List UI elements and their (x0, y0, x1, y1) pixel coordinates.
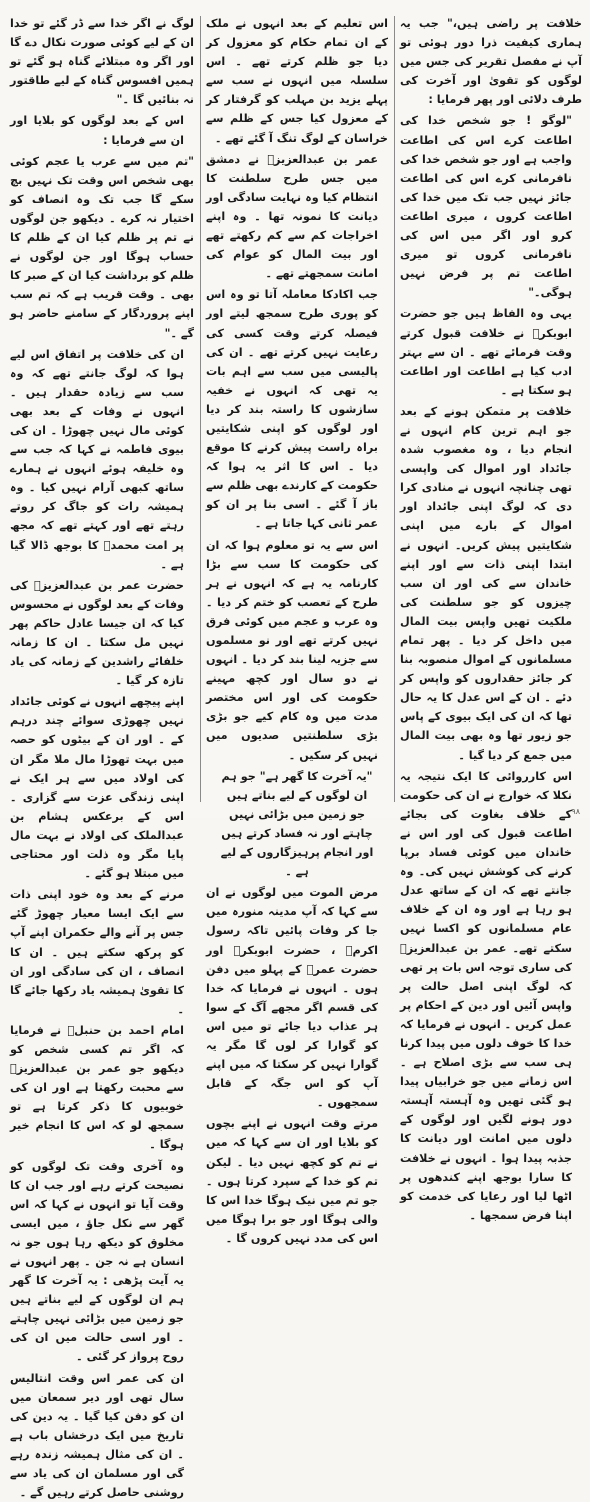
paragraph: وہ آخری وقت تک لوگوں کو نصیحت کرتے رہے اور جب ان کا وقت آیا تو انہوں نے کہا کہ اس گھر سے نکل جاؤ ، میں ایسی مخلوق کو دیکھ رہا ہوں جو نہ انسان ہے نہ جن ۔ پھر انہوں نے یہ آیت پڑھی : یہ آخرت کا گھر ہم ان لوگوں کے لیے بناتے ہیں جو زمین میں بڑائی نہیں چاہتے ۔ اور اسی حالت میں ان کی روح پرواز کر گئی ۔ (10, 1159, 184, 1364)
paragraph: اپنے پیچھے انہوں نے کوئی جائداد نہیں چھوڑی سوائے چند درہم کے ۔ اور ان کے بیٹوں کو حصہ میں بہت تھوڑا مال ملا مگر ان کی اولاد میں سے ہر ایک نے اپنی زندگی عزت سے گزاری ۔ اس کے برعکس ہشام بن عبدالملک کی اولاد نے بہت مال پایا مگر وہ ذلت اور محتاجی میں مبتلا ہو گئے ۔ (10, 695, 184, 881)
paragraph: اس سے یہ تو معلوم ہوا کہ ان کی حکومت کا سب سے بڑا کارنامہ یہ ہے کہ انہوں نے ہر طرح کے تعصب کو ختم کر دیا ۔ وہ عرب و عجم میں کوئی فرق نہیں کرتے تھے اور نو مسلموں سے جزیہ لینا بند کر دیا ۔ انہوں نے دو سال اور کچھ مہینے حکومت کی اور اس مختصر مدت میں وہ کام کیے جو بڑی بڑی سلطنتیں صدیوں میں نہیں کر سکیں ۔ (206, 538, 378, 762)
paragraph: اس کے بعد لوگوں کو بلایا اور ان سے فرمایا : (10, 114, 184, 147)
paragraph: مرض الموت میں لوگوں نے ان سے کہا کہ آپ مدینہ منورہ میں جا کر وفات پائیں تاکہ رسول اکرمؐ ، حضرت ابوبکرؓ اور حضرت عمرؓ کے پہلو میں دفن ہوں ۔ انہوں نے فرمایا کہ خدا کی قسم اگر مجھے آگ کے سوا ہر عذاب دیا جائے تو میں اس کو گوارا کر لوں گا مگر یہ گوارا نہیں کر سکتا کہ میں اپنے آپ کو اس جگہ کے قابل سمجھوں ۔ (206, 886, 378, 1110)
paragraph: یہی وہ الفاظ ہیں جو حضرت ابوبکرؓ نے خلافت قبول کرتے وقت فرمائے تھے ۔ ان سے بہتر ادب کیا ہے اطاعت اور اطاعت ہو سکتا ہے ۔ (400, 307, 572, 397)
paragraph: اس تعلیم کے بعد انہوں نے ملک کے ان تمام حکام کو معزول کر دیا جو ظلم کرتے تھے ۔ اس سلسلہ میں انہوں نے سب سے پہلے یزید بن مہلب کو گرفتار کر کے معزول کیا جس کے ظلم سے خراسان کے لوگ تنگ آ گئے تھے ۔ (206, 17, 388, 145)
paragraph: ان کی عمر اس وقت انتالیس سال تھی اور دیر سمعان میں ان کو دفن کیا گیا ۔ یہ دین کی تاریخ میں ایک درخشاں باب ہے ۔ ان کی مثال ہمیشہ زندہ رہے گی اور مسلمان ان کی یاد سے روشنی حاصل کرتے رہیں گے ۔ (10, 1371, 184, 1500)
paragraph: حضرت عمر بن عبدالعزیزؒ کی وفات کے بعد لوگوں نے محسوس کیا کہ ان جیسا عادل حاکم پھر نہیں مل سکتا ۔ ان کا زمانہ خلفائے راشدین کے زمانہ کی یاد تازہ کر گیا ۔ (10, 578, 184, 688)
paragraph: خلافت پر راضی ہیں،" جب یہ ہماری کیفیت ذرا دور ہوئی تو آپ نے مفصل تقریر کی جس میں لوگوں کو تقویٰ اور آخرت کی طرف دلائی اور پھر فرمایا : (400, 17, 582, 107)
column-divider (394, 16, 395, 802)
quoted-paragraph: "لوگو ! جو شخص خدا کی اطاعت کرے اس کی اطاعت واجب ہے اور جو شخص خدا کی نافرمانی کرے اس کی اطاعت جائز نہیں جب تک میں خدا کی اطاعت کروں ، میری اطاعت کرو اور اگر میں اس کی نافرمانی کروں تو میری اطاعت تم پر فرض نہیں ہوگی۔" (400, 114, 572, 300)
paragraph: اس کارروائی کا ایک نتیجہ یہ نکلا کہ خوارج نے ان کی حکومت کے خلاف بغاوت کی بجائے اطاعت قبول کی اور اس نے خاندان میں کوئی فساد برپا کرنے کی کوشش نہیں کی۔ وہ جانتے تھے کہ ان کے ساتھ عدل ہو رہا ہے اور وہ ان کے خلاف عام مسلمانوں کو اکسا نہیں سکتے تھے۔ عمر بن عبدالعزیزؒ کی ساری توجہ اس بات پر تھی کہ لوگ اپنی اصل حالت پر واپس آئیں اور دین کے احکام پر عمل کریں ۔ انہوں نے فرمایا کہ خدا کا خوف دلوں میں پیدا کرنا ہی سب سے بڑی اصلاح ہے ۔ اس زمانے میں جو خرابیاں پیدا ہو گئی تھیں وہ آہستہ آہستہ دور ہونے لگیں اور لوگوں کے دلوں میں امانت اور دیانت کا جذبہ پیدا ہوا ۔ انہوں نے خلافت کا سارا بوجھ اپنے کندھوں پر اٹھا لیا اور رعایا کی خدمت کو اپنا فرض سمجھا ۔ (400, 769, 572, 1222)
quoted-paragraph: "تم میں سے عرب یا عجم کوئی بھی شخص اس وقت تک نہیں بچ سکے گا جب تک وہ انصاف کو اختیار نہ کرے ۔ دیکھو جن لوگوں نے تم پر ظلم کیا ان کے ظلم کا حساب ہوگا اور جن لوگوں نے ظلم کو برداشت کیا ان کے صبر کا بھی ۔ وقت قریب ہے کہ تم سب اپنے پروردگار کے سامنے حاضر ہو گے ۔" (10, 154, 194, 340)
text-column-left (6, 14, 198, 1500)
paragraph: ان کی خلافت پر اتفاق اس لیے ہوا کہ لوگ جانتے تھے کہ وہ سب سے زیادہ حقدار ہیں ۔ انہوں نے وفات کے بعد بھی کوئی مال نہیں چھوڑا ۔ ان کی بیوی فاطمہ نے کہا کہ جب سے وہ خلیفہ ہوئے انہوں نے ہمارے ساتھ کبھی آرام نہیں کیا ۔ وہ ہمیشہ رات کو جاگ کر روتے رہتے تھے اور کہتے تھے کہ مجھ پر امت محمدؐ کا بوجھ ڈالا گیا ہے ۔ (10, 347, 184, 571)
column-divider (200, 16, 201, 802)
paragraph: مرنے کے بعد وہ خود اپنی ذات سے ایک ایسا معیار چھوڑ گئے جس پر آنے والے حکمران اپنے آپ کو پرکھ سکتے ہیں ۔ ان کا انصاف ، ان کی سادگی اور ان کا تقویٰ ہمیشہ یاد رکھا جائے گا ۔ (10, 888, 184, 1016)
paragraph: خلافت پر متمکن ہونے کے بعد جو اہم ترین کام انہوں نے انجام دیا ، وہ مغصوب شدہ جائداد اور اموال کی واپسی تھی چنانچہ انہوں نے منادی کرا دی کہ لوگ اپنی جائداد اور اموال کے بارے میں اپنی شکایتیں پیش کریں۔ انہوں نے ابتدا اپنی ذات سے اور اپنے خاندان سے کی اور ان سب چیزوں کو جو سلطنت کی ملکیت تھیں واپس بیت المال میں داخل کر دیا ۔ پھر تمام مسلمانوں کے اموال منصوبہ بنا کر جائز حقداروں کو واپس کر دئے ۔ ان کے اس عدل کا یہ حال تھا کہ ان کی ایک بیوی کے پاس جو زیور تھا وہ بھی بیت المال میں جمع کر دیا گیا ۔ (400, 404, 572, 762)
page-number: ۹۸ (571, 807, 580, 816)
paragraph: مرتے وقت انہوں نے اپنے بچوں کو بلایا اور ان سے کہا کہ میں نے تم کو کچھ نہیں دیا ۔ لیکن تم کو خدا کے سپرد کرتا ہوں ۔ جو تم میں نیک ہوگا خدا اس کا والی ہوگا اور جو برا ہوگا میں اس کی مدد نہیں کروں گا ۔ (206, 1117, 378, 1245)
paragraph: امام احمد بن حنبلؒ نے فرمایا کہ اگر تم کسی شخص کو دیکھو جو عمر بن عبدالعزیزؒ سے محبت رکھتا ہے اور ان کی خوبیوں کا ذکر کرتا ہے تو سمجھ لو کہ اس کا انجام خیر ہوگا ۔ (10, 1023, 184, 1152)
paragraph: عمر بن عبدالعزیزؒ نے دمشق میں جس طرح سلطنت کا انتظام کیا وہ نہایت سادگی اور دیانت کا نمونہ تھا ۔ وہ اپنے اخراجات کم سے کم رکھتے تھے اور بیت المال کو عوام کی امانت سمجھتے تھے ۔ (206, 152, 378, 281)
paragraph: جب اکادکا معاملہ آتا تو وہ اس کو پوری طرح سمجھ لیتے اور فیصلہ کرتے وقت کسی کی رعایت نہیں کرتے تھے ۔ ان کی پالیسی میں سب سے اہم بات یہ تھی کہ انہوں نے خفیہ سازشوں کا راستہ بند کر دیا اور لوگوں کو اپنی شکایتیں براہ راست پیش کرنے کا موقع دیا ۔ اس کا اثر یہ ہوا کہ حکومت کے کارندے بھی ظلم سے باز آ گئے ۔ اسی بنا پر ان کو عمر ثانی کہا جاتا ہے ۔ (206, 288, 378, 531)
text-column-middle (202, 14, 392, 1245)
verse-quote: "یہ آخرت کا گھر ہے" جو ہم ان لوگوں کے لیے بناتے ہیں جو زمین میں بڑائی نہیں چاہتے اور نہ فساد کرتے ہیں اور انجام پرہیزگاروں کے لیے ہے ۔ (220, 769, 374, 879)
paragraph: لوگ نے اگر خدا سے ڈر گئے تو خدا ان کے لیے کوئی صورت نکال دے گا اور اگر وہ مبتلائے گناہ ہو گئے تو ہمیں افسوس گناہ کے لیے طاقتور نہ بنائیں گا ۔" (10, 17, 194, 107)
